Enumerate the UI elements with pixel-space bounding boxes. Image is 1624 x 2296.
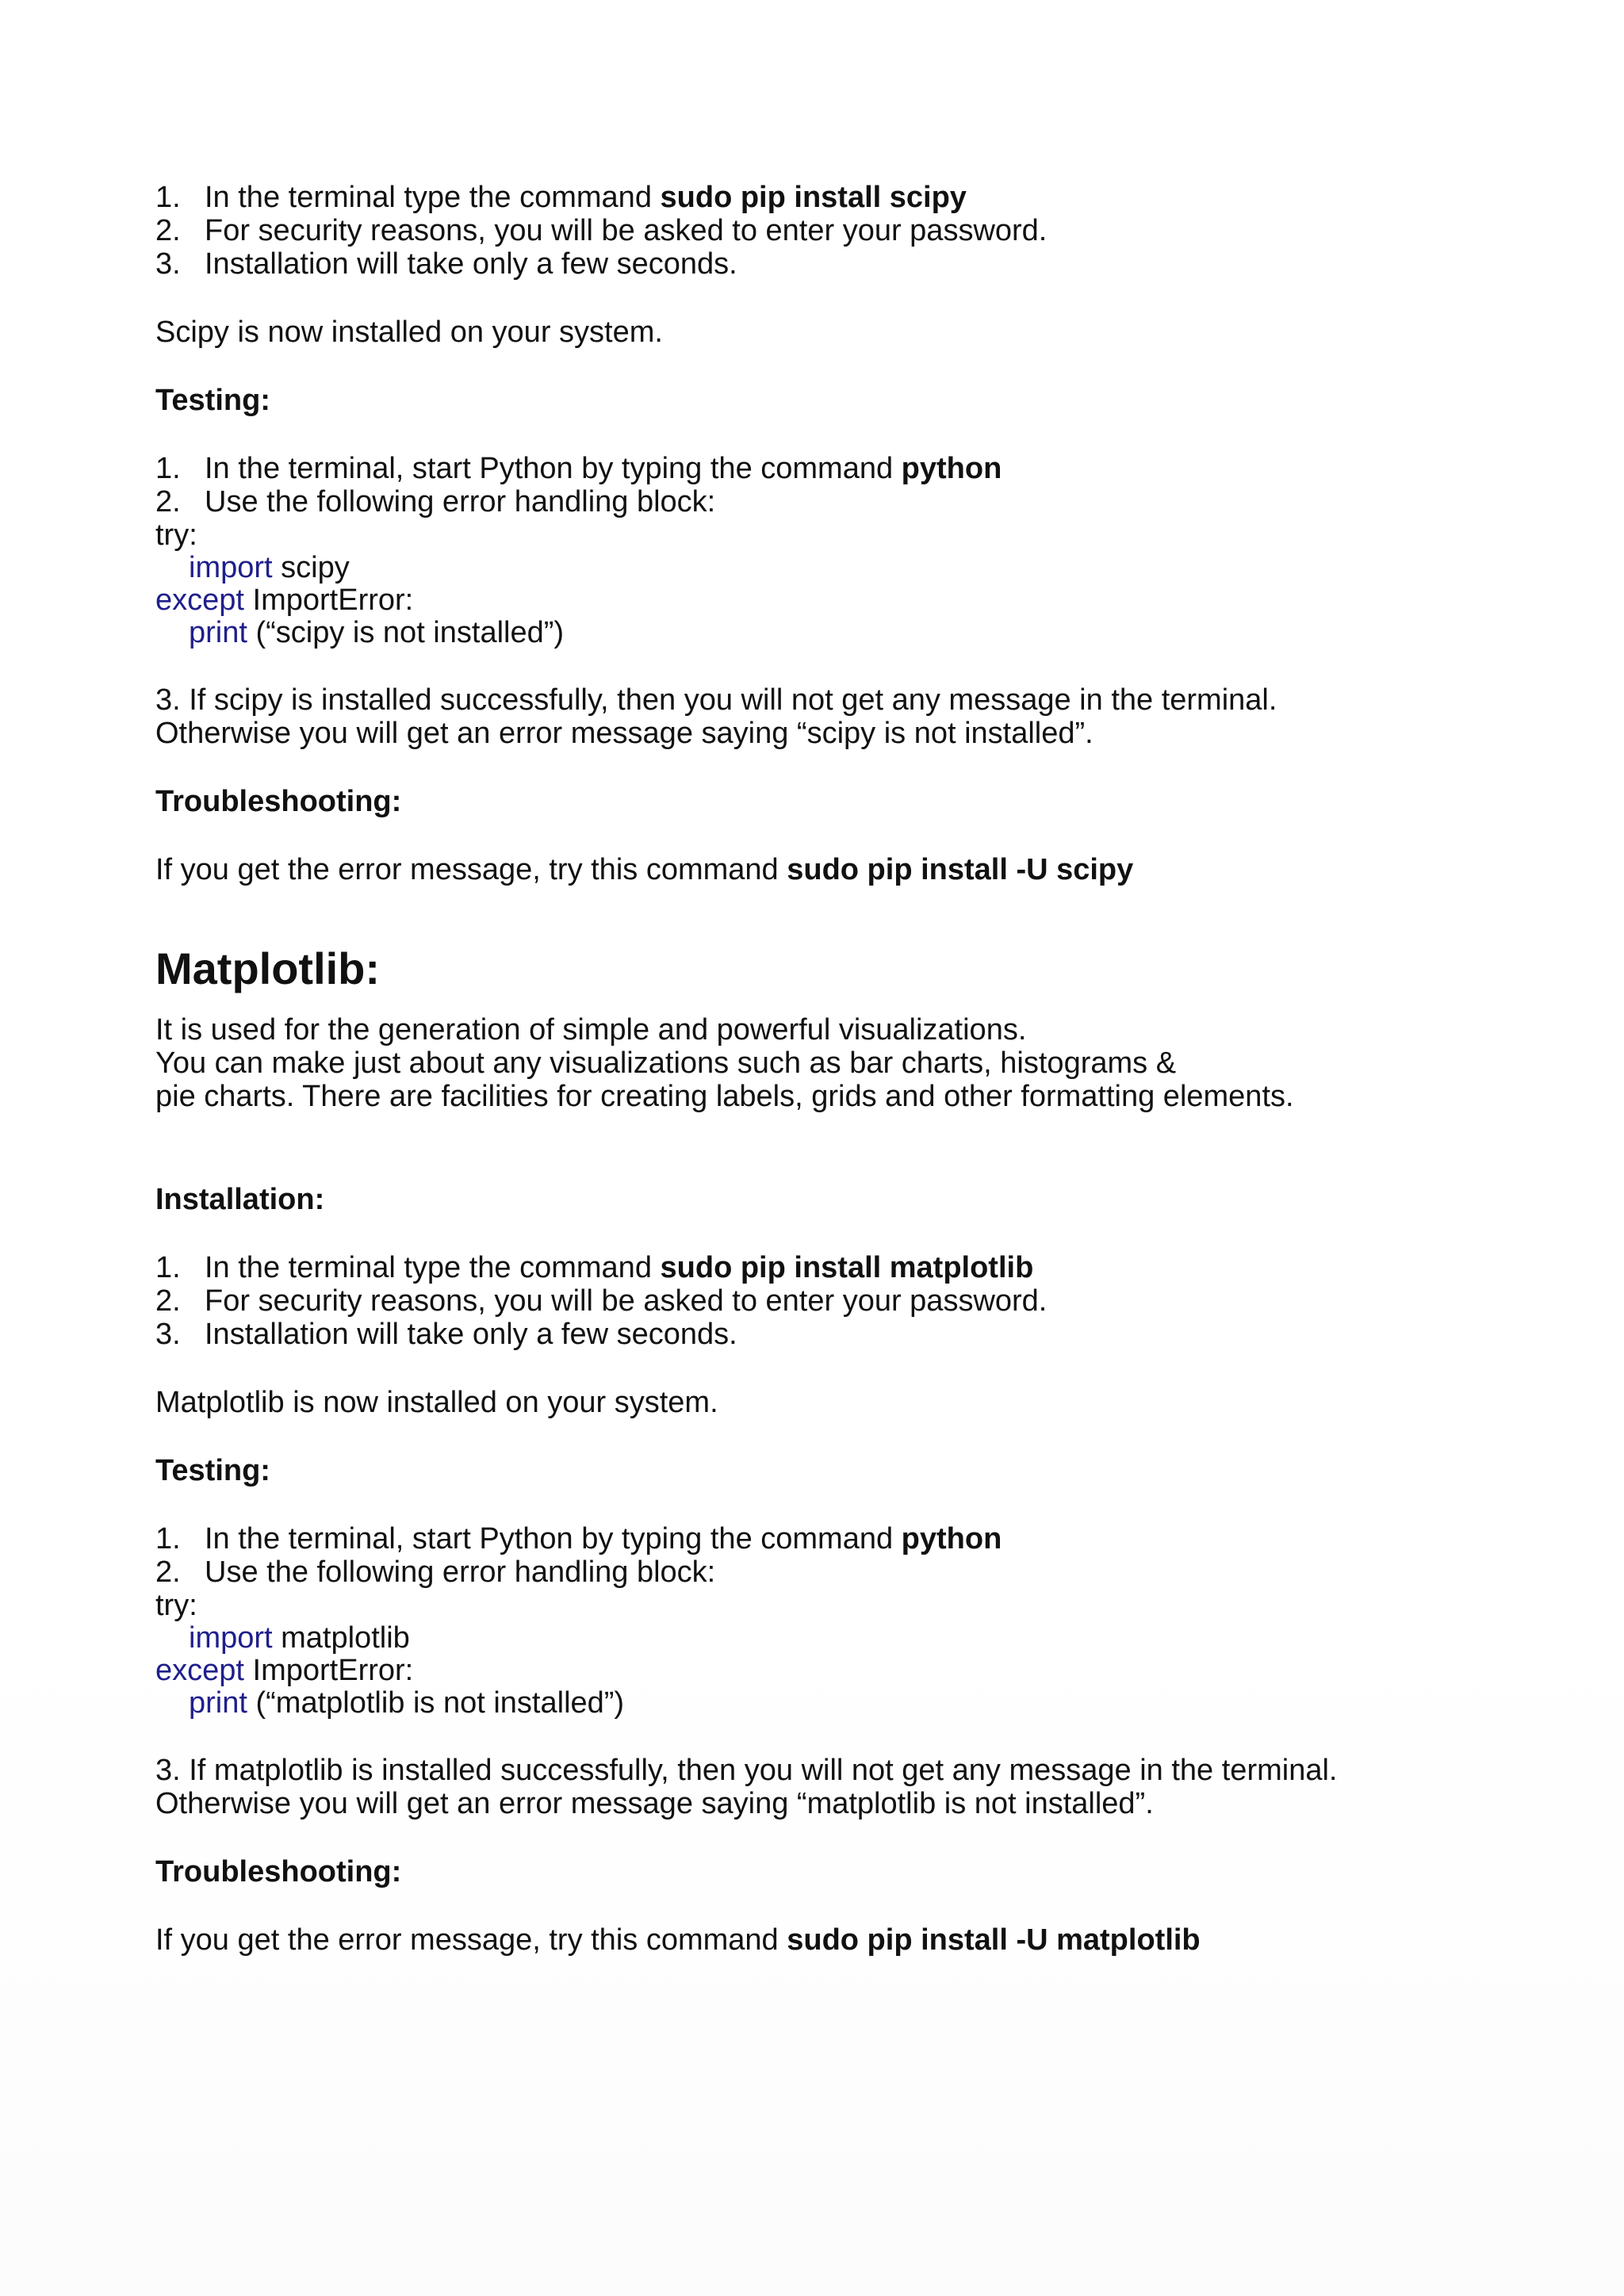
code-keyword: except xyxy=(155,1654,244,1687)
list-item: 1. In the terminal type the command sudo pip install scipy xyxy=(155,181,967,214)
matplotlib-troubleshooting-text: If you get the error message, try this command sudo pip install -U matplotlib xyxy=(155,1923,1201,1957)
code-line: try: xyxy=(155,1589,197,1622)
code-keyword: print xyxy=(189,616,247,649)
code-keyword: print xyxy=(189,1686,247,1720)
list-item: 2. Use the following error handling block: xyxy=(155,485,716,519)
list-item: 2. For security reasons, you will be asked to enter your password. xyxy=(155,214,1048,247)
matplotlib-title: Matplotlib: xyxy=(155,943,381,993)
code-line: try: xyxy=(155,519,197,552)
code-line: import matplotlib xyxy=(189,1621,410,1655)
scipy-test-steps xyxy=(155,452,1519,519)
list-item: 1. In the terminal type the command sudo pip install matplotlib xyxy=(155,1251,1034,1284)
scipy-code-block xyxy=(155,519,1519,649)
code-keyword: import xyxy=(189,551,273,584)
list-item: 1. In the terminal, start Python by typing the command python xyxy=(155,452,1002,485)
document-content xyxy=(155,181,1519,1957)
matplotlib-install-steps xyxy=(155,1251,1519,1351)
code-line: print (“scipy is not installed”) xyxy=(189,616,565,649)
command-text: sudo pip install scipy xyxy=(660,181,967,214)
matplotlib-testing-heading: Testing: xyxy=(155,1454,270,1487)
scipy-result-line: Otherwise you will get an error message saying “scipy is not installed”. xyxy=(155,717,1094,750)
scipy-result-line: 3. If scipy is installed successfully, then you will not get any message in the terminal. xyxy=(155,683,1277,717)
code-line: except ImportError: xyxy=(155,584,414,617)
matplotlib-description xyxy=(155,1013,1519,1113)
scipy-troubleshooting-heading: Troubleshooting: xyxy=(155,785,402,818)
command-text: python xyxy=(901,1522,1002,1556)
code-line: import scipy xyxy=(189,551,350,584)
description-line: You can make just about any visualizations such as bar charts, histograms & xyxy=(155,1047,1177,1080)
matplotlib-installed-note: Matplotlib is now installed on your system. xyxy=(155,1386,718,1419)
command-text: sudo pip install -U matplotlib xyxy=(787,1923,1201,1957)
matplotlib-troubleshooting-heading: Troubleshooting: xyxy=(155,1855,402,1888)
scipy-installed-note: Scipy is now installed on your system. xyxy=(155,316,663,349)
matplotlib-result-line: Otherwise you will get an error message saying “matplotlib is not installed”. xyxy=(155,1787,1154,1820)
code-line: print (“matplotlib is not installed”) xyxy=(189,1686,625,1720)
list-item: 2. Use the following error handling block: xyxy=(155,1556,716,1589)
list-item: 3. Installation will take only a few seconds. xyxy=(155,1318,737,1351)
list-item: 1. In the terminal, start Python by typing the command python xyxy=(155,1522,1002,1556)
scipy-troubleshooting-text: If you get the error message, try this command sudo pip install -U scipy xyxy=(155,853,1134,886)
command-text: sudo pip install -U scipy xyxy=(787,853,1134,886)
description-line: pie charts. There are facilities for creating labels, grids and other formatting elements. xyxy=(155,1080,1294,1113)
matplotlib-code-block xyxy=(155,1589,1519,1719)
code-line: except ImportError: xyxy=(155,1654,414,1687)
scipy-install-steps xyxy=(155,181,1519,281)
command-text: sudo pip install matplotlib xyxy=(660,1251,1034,1284)
description-line: It is used for the generation of simple and powerful visualizations. xyxy=(155,1013,1027,1047)
code-keyword: import xyxy=(189,1621,273,1655)
matplotlib-test-steps xyxy=(155,1522,1519,1589)
list-item: 2. For security reasons, you will be asked to enter your password. xyxy=(155,1284,1048,1318)
matplotlib-result-line: 3. If matplotlib is installed successfully, then you will not get any message in the terminal. xyxy=(155,1754,1338,1787)
list-item: 3. Installation will take only a few seconds. xyxy=(155,247,737,281)
command-text: python xyxy=(901,452,1002,485)
code-keyword: except xyxy=(155,584,244,617)
scipy-testing-heading: Testing: xyxy=(155,384,270,417)
matplotlib-installation-heading: Installation: xyxy=(155,1183,325,1216)
